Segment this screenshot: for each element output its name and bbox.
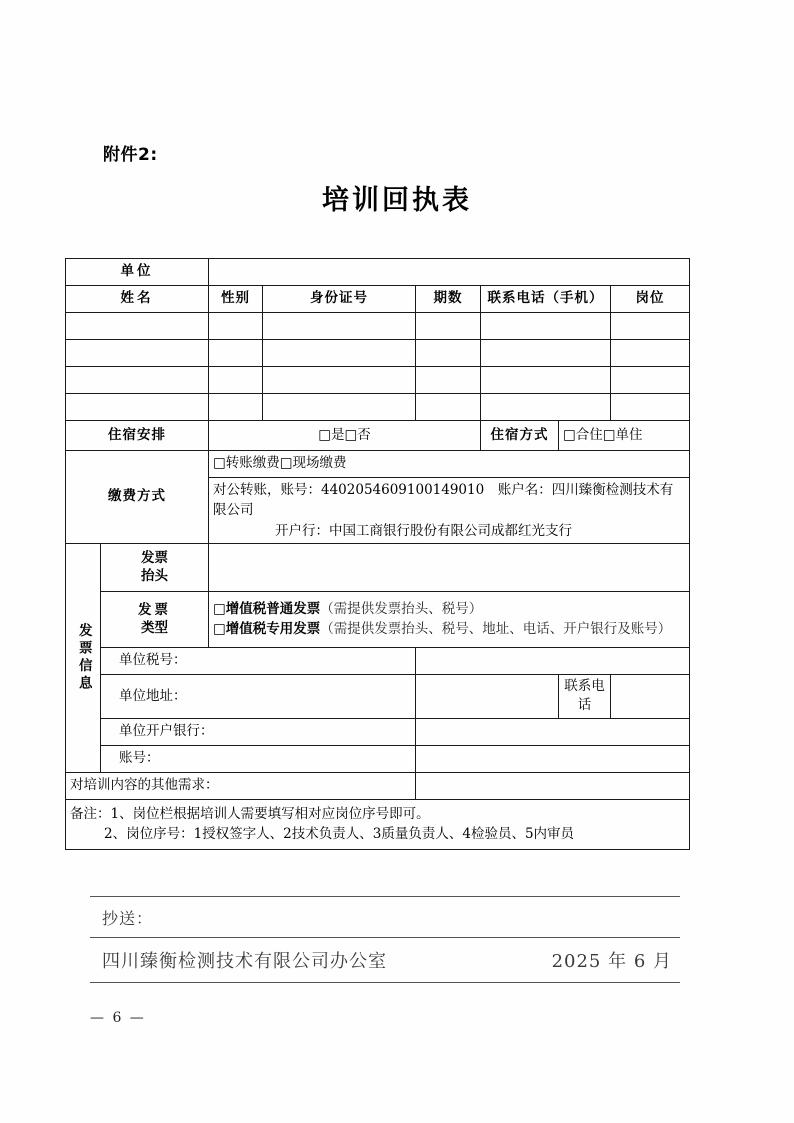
other-needs-label: 对培训内容的其他需求： bbox=[66, 772, 416, 799]
lodging-arrangement-label: 住宿安排 bbox=[66, 421, 209, 451]
table-row bbox=[66, 367, 690, 394]
invoice-title-label-line-2: 抬头 bbox=[141, 568, 168, 585]
column-header-phone: 联系电话（手机） bbox=[481, 286, 611, 313]
table-row-invoice-bank bbox=[66, 718, 690, 745]
table-row-unit bbox=[66, 259, 690, 286]
invoice-type-option-normal-note: （需提供发票抬头、税号） bbox=[320, 601, 483, 617]
issue-date: 2025 年 6 月 bbox=[551, 951, 672, 972]
invoice-address-value[interactable] bbox=[416, 674, 559, 718]
payment-detail-line-2: 开户行：中国工商银行股份有限公司成都红光支行 bbox=[275, 522, 572, 539]
invoice-title-label-line-1: 发票 bbox=[141, 550, 168, 567]
footer-issuer-row bbox=[90, 938, 680, 982]
cell-session[interactable] bbox=[416, 394, 481, 421]
table-row bbox=[66, 394, 690, 421]
lodging-type-label: 住宿方式 bbox=[481, 421, 559, 451]
cell-name[interactable] bbox=[66, 340, 209, 367]
payment-method-label: 缴费方式 bbox=[66, 451, 209, 544]
page-title: 培训回执表 bbox=[322, 185, 472, 216]
invoice-type-option-special[interactable] bbox=[213, 619, 685, 639]
cell-gender[interactable] bbox=[209, 394, 263, 421]
cell-phone[interactable] bbox=[481, 367, 611, 394]
invoice-type-option-special-label: □增值税专用发票 bbox=[213, 621, 321, 638]
invoice-section-label-text: 发票信息 bbox=[75, 622, 92, 693]
lodging-type-options[interactable]: □合住□单住 bbox=[559, 421, 690, 451]
cell-id-number[interactable] bbox=[263, 313, 416, 340]
invoice-title-value[interactable] bbox=[209, 543, 690, 591]
unit-value[interactable] bbox=[209, 259, 690, 286]
cell-phone[interactable] bbox=[481, 340, 611, 367]
invoice-type-option-normal[interactable] bbox=[213, 599, 685, 619]
invoice-type-options bbox=[209, 591, 690, 647]
remarks-cell bbox=[66, 799, 690, 849]
payment-detail-line-1: 对公转账，账号：4402054609100149010 账户名：四川臻衡检测技术有限公司 bbox=[213, 482, 674, 519]
cc-label: 抄送： bbox=[102, 909, 154, 928]
column-header-id-number: 身份证号 bbox=[263, 286, 416, 313]
invoice-account-value[interactable] bbox=[416, 745, 690, 772]
cell-position[interactable] bbox=[611, 313, 690, 340]
table-row-invoice-title bbox=[66, 543, 690, 591]
remarks-line-2: 2、岗位序号：1授权签字人、2技术负责人、3质量负责人、4检验员、5内审员 bbox=[104, 826, 575, 843]
column-header-session: 期数 bbox=[416, 286, 481, 313]
table-row-invoice-type bbox=[66, 591, 690, 647]
invoice-type-option-normal-label: □增值税普通发票 bbox=[213, 601, 321, 617]
invoice-type-label-line-1: 发票 bbox=[138, 602, 171, 619]
cell-session[interactable] bbox=[416, 313, 481, 340]
table-row-other-needs bbox=[66, 772, 690, 799]
invoice-account-label: 账号： bbox=[101, 745, 416, 772]
invoice-type-label-line-2: 类型 bbox=[141, 620, 168, 637]
table-row-invoice-account bbox=[66, 745, 690, 772]
unit-label: 单位 bbox=[66, 259, 209, 286]
cell-position[interactable] bbox=[611, 340, 690, 367]
table-row-invoice-tax-no bbox=[66, 647, 690, 674]
invoice-type-label bbox=[101, 591, 209, 647]
cell-name[interactable] bbox=[66, 394, 209, 421]
cell-id-number[interactable] bbox=[263, 394, 416, 421]
invoice-bank-label: 单位开户银行： bbox=[101, 718, 416, 745]
issuer-name: 四川臻衡检测技术有限公司办公室 bbox=[102, 951, 387, 972]
table-row-lodging bbox=[66, 421, 690, 451]
invoice-section-label bbox=[66, 543, 101, 772]
receipt-form bbox=[65, 258, 689, 850]
payment-options[interactable]: □转账缴费□现场缴费 bbox=[209, 451, 690, 478]
invoice-tax-no-label: 单位税号： bbox=[101, 647, 416, 674]
invoice-bank-value[interactable] bbox=[416, 718, 690, 745]
cell-id-number[interactable] bbox=[263, 367, 416, 394]
page-number: — 6 — bbox=[90, 1010, 146, 1026]
remarks-line-1: 备注：1、岗位栏根据培训人需要填写相对应岗位序号即可。 bbox=[70, 806, 430, 823]
table-row bbox=[66, 340, 690, 367]
cell-gender[interactable] bbox=[209, 367, 263, 394]
document-footer bbox=[90, 896, 680, 983]
invoice-phone-value[interactable] bbox=[611, 674, 690, 718]
cell-position[interactable] bbox=[611, 394, 690, 421]
other-needs-value[interactable] bbox=[416, 772, 690, 799]
table-row-invoice-address bbox=[66, 674, 690, 718]
cell-name[interactable] bbox=[66, 367, 209, 394]
payment-detail bbox=[209, 478, 690, 544]
column-header-name: 姓名 bbox=[66, 286, 209, 313]
cell-phone[interactable] bbox=[481, 394, 611, 421]
cell-position[interactable] bbox=[611, 367, 690, 394]
cell-id-number[interactable] bbox=[263, 340, 416, 367]
receipt-table bbox=[65, 258, 690, 850]
invoice-address-label: 单位地址： bbox=[101, 674, 416, 718]
table-row bbox=[66, 313, 690, 340]
invoice-phone-label: 联系电话 bbox=[559, 674, 611, 718]
cell-phone[interactable] bbox=[481, 313, 611, 340]
attachment-label: 附件2: bbox=[103, 145, 158, 165]
cell-session[interactable] bbox=[416, 340, 481, 367]
cell-name[interactable] bbox=[66, 313, 209, 340]
invoice-title-label bbox=[101, 543, 209, 591]
footer-divider-bottom bbox=[90, 982, 680, 983]
table-row-payment-options bbox=[66, 451, 690, 478]
table-header-row bbox=[66, 286, 690, 313]
invoice-tax-no-value[interactable] bbox=[416, 647, 690, 674]
lodging-arrangement-options[interactable]: □是□否 bbox=[209, 421, 481, 451]
column-header-gender: 性别 bbox=[209, 286, 263, 313]
table-row-remarks bbox=[66, 799, 690, 849]
cell-gender[interactable] bbox=[209, 313, 263, 340]
cell-gender[interactable] bbox=[209, 340, 263, 367]
invoice-type-option-special-note: （需提供发票抬头、税号、地址、电话、开户银行及账号） bbox=[320, 621, 672, 638]
column-header-position: 岗位 bbox=[611, 286, 690, 313]
cell-session[interactable] bbox=[416, 367, 481, 394]
